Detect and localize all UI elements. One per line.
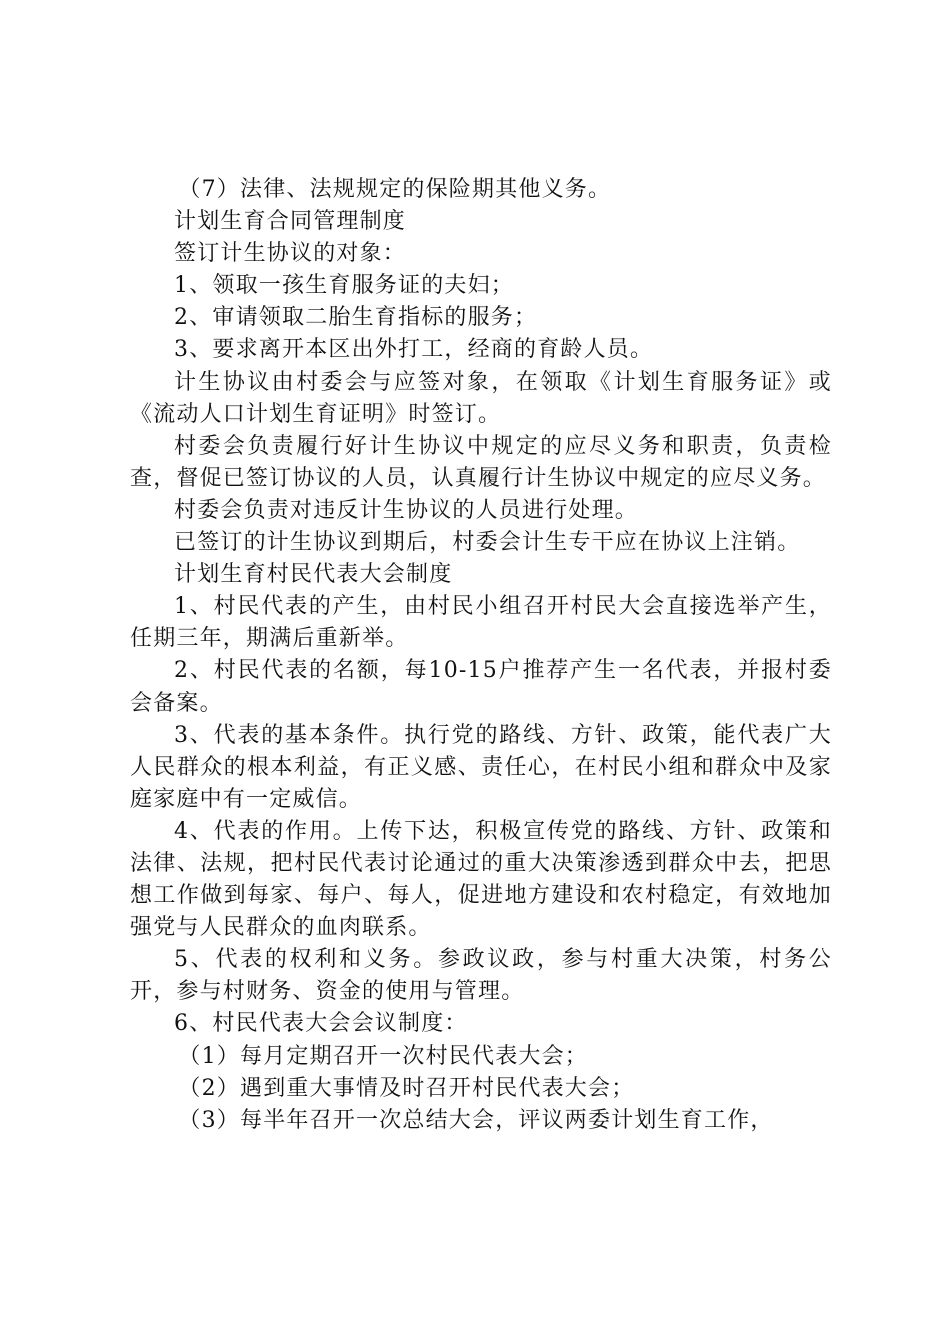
paragraph: 村委会负责履行好计生协议中规定的应尽义务和职责，负责检查，督促已签订协议的人员，认真履行计生协议中规定的应尽义务。 bbox=[130, 433, 832, 491]
list-item: 1、领取一孩生育服务证的夫妇； bbox=[174, 273, 514, 299]
paragraph: （7）法律、法规规定的保险期其他义务。 bbox=[178, 177, 612, 202]
section-heading: 计划生育村民代表大会制度 bbox=[174, 562, 453, 588]
paragraph: 已签订的计生协议到期后，村委会计生专干应在协议上注销。 bbox=[174, 530, 801, 556]
list-item: 3、要求离开本区出外打工，经商的育龄人员。 bbox=[174, 337, 654, 363]
list-item: 6、村民代表大会会议制度： bbox=[174, 1011, 468, 1037]
sub-list-item: （1）每月定期召开一次村民代表大会； bbox=[178, 1043, 588, 1069]
paragraph: 计生协议由村委会与应签对象，在领取《计划生育服务证》或《流动人口计划生育证明》时签订。 bbox=[130, 369, 832, 427]
section-heading: 计划生育合同管理制度 bbox=[174, 209, 407, 235]
sub-list-item: （2）遇到重大事情及时召开村民代表大会； bbox=[178, 1075, 635, 1101]
paragraph: 村委会负责对违反计生协议的人员进行处理。 bbox=[174, 497, 639, 523]
list-item: 1、村民代表的产生，由村民小组召开村民大会直接选举产生，任期三年，期满后重新举。 bbox=[130, 594, 832, 652]
list-item: 3、代表的基本条件。执行党的路线、方针、政策，能代表广大人民群众的根本利益，有正义感、责任心，在村民小组和群众中及家庭家庭中有一定威信。 bbox=[130, 722, 832, 812]
list-item: 2、村民代表的名额，每10-15户推荐产生一名代表，并报村委会备案。 bbox=[130, 658, 832, 716]
list-item: 5、代表的权利和义务。参政议政，参与村重大决策，村务公开，参与村财务、资金的使用与管理。 bbox=[130, 947, 832, 1005]
paragraph: 签订计生协议的对象： bbox=[174, 241, 407, 267]
document-body bbox=[130, 174, 832, 1137]
sub-list-item: （3）每半年召开一次总结大会，评议两委计划生育工作， bbox=[178, 1107, 774, 1133]
list-item: 2、审请领取二胎生育指标的服务； bbox=[174, 305, 538, 331]
list-item: 4、代表的作用。上传下达，积极宣传党的路线、方针、政策和法律、法规，把村民代表讨论通过的重大决策渗透到群众中去，把思想工作做到每家、每户、每人，促进地方建设和农村稳定，有效地加强党与人民群众的血肉联系。 bbox=[130, 818, 832, 941]
